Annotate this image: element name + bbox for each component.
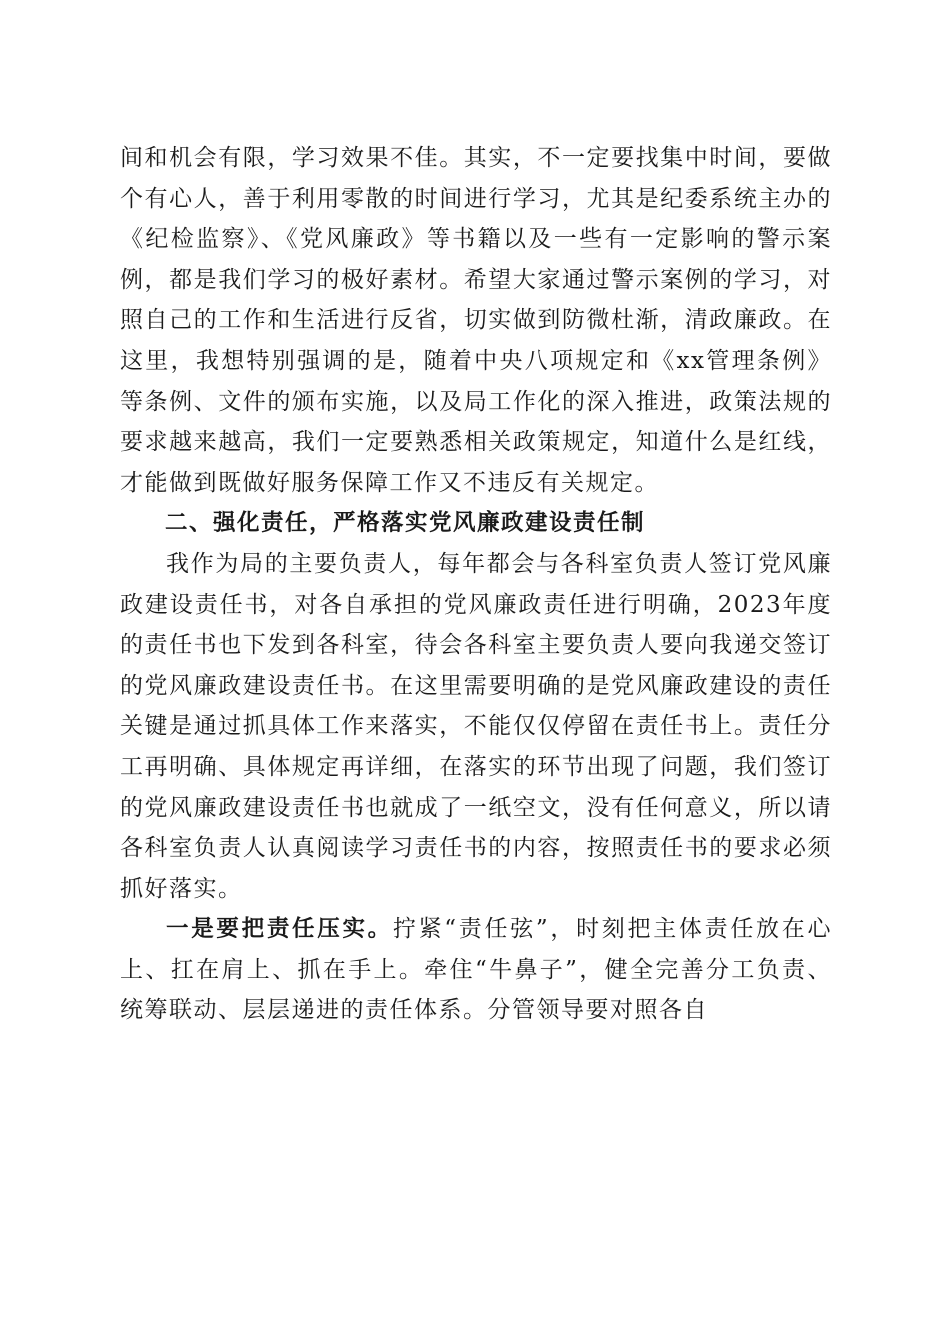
section-heading-responsibility: 二、强化责任，严格落实党风廉政建设责任制 xyxy=(165,510,646,537)
first-point-text: 拧紧“责任弦”，时刻把主体责任放在心上、扛在肩上、抓在手上。牵住“牛鼻子”，健全完善分工负责、统筹联动、层层递进的责任体系。分管领导要对照各自 xyxy=(120,916,832,1024)
paragraph-responsibility-letter: 我作为局的主要负责人，每年都会与各科室负责人签订党风廉政建设责任书，对各自承担的党风廉政责任进行明确，2023年度的责任书也下发到各科室，待会各科室主要负责人要向我递交签订的党风廉政建设责任书。在这里需要明确的是党风廉政建设的责任关键是通过抓具体工作来落实，不能仅仅停留在责任书上。责任分工再明确、具体规定再详细，在落实的环节出现了问题，我们签订的党风廉政建设责任书也就成了一纸空文，没有任何意义，所以请各科室负责人认真阅读学习责任书的内容，按照责任书的要求必须抓好落实。 xyxy=(120,550,832,902)
first-point-lead: 一是要把责任压实。 xyxy=(166,916,393,943)
document-body xyxy=(120,138,832,1031)
paragraph-first-point xyxy=(120,909,832,1031)
paragraph-study-continuation: 间和机会有限，学习效果不佳。其实，不一定要找集中时间，要做个有心人，善于利用零散的时间进行学习，尤其是纪委系统主办的《纪检监察》、《党风廉政》等书籍以及一些有一定影响的警示案例，都是我们学习的极好素材。希望大家通过警示案例的学习，对照自己的工作和生活进行反省，切实做到防微杜渐，清政廉政。在这里，我想特别强调的是，随着中央八项规定和《xx管理条例》等条例、文件的颁布实施，以及局工作化的深入推进，政策法规的要求越来越高，我们一定要熟悉相关政策规定，知道什么是红线，才能做到既做好服务保障工作又不违反有关规定。 xyxy=(120,145,832,496)
